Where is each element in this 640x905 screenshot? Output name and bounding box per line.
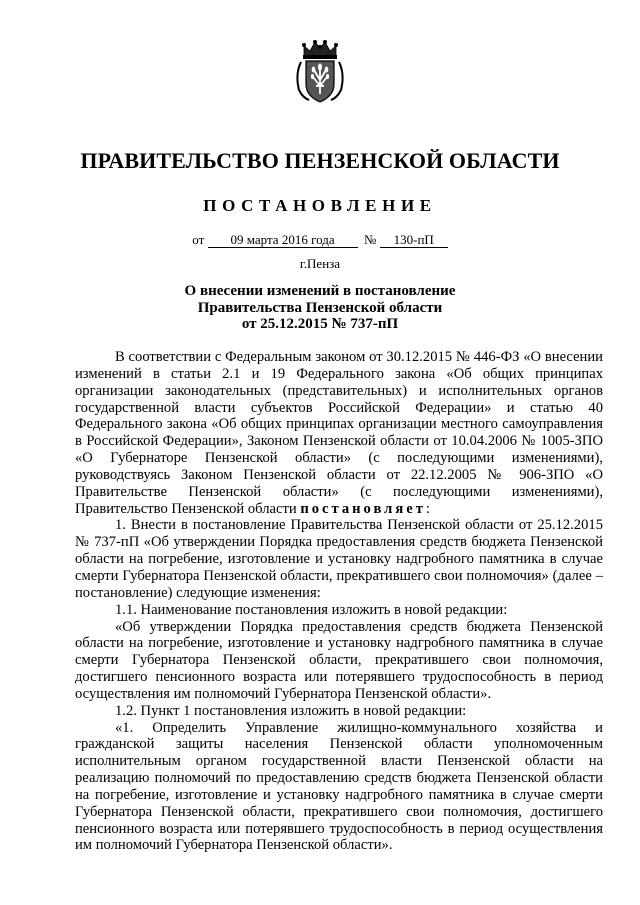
number-prefix: № [364,232,377,247]
title-line-3: от 25.12.2015 № 737-пП [241,316,399,332]
decrees-word: постановляет [300,500,426,517]
document-body [75,349,603,854]
date-prefix: от [192,232,205,247]
document-date: 09 марта 2016 года [208,233,358,248]
preamble-paragraph [75,349,603,517]
government-name: ПРАВИТЕЛЬСТВО ПЕНЗЕНСКОЙ ОБЛАСТИ [80,148,560,173]
title-line-1: О внесении изменений в постановление [184,283,456,299]
penza-coat-of-arms-icon [295,40,345,106]
paragraph-1-1-text: «Об утверждении Порядка предоставления средств бюджета Пензенской области на погребение, изготовление и установку надгробного памятника в случае смерти Губернатора Пензенской области, прекратившего свои полномочия, достигшего пенсионного возраста или потерявшего трудоспособность в период осуществления им полномочий Губернатора Пензенской области». [75,618,603,702]
paragraph-1-2-text: «1. Определить Управление жилищно-коммунального хозяйства и гражданской защиты населения Пензенской области уполномоченным исполнительным органом государственной власти Пензенской области на реализацию полномочий по предоставлению средств бюджета Пензенской области на погребение, изготовление и установку надгробного памятника в случае смерти Губернатора Пензенской области, прекратившего свои полномочия, достигшего пенсионного возраста или потерявшего трудоспособность в период осуществления им полномочий Губернатора Пензенской области». [75,719,603,854]
title-line-2: Правительства Пензенской области [197,299,443,316]
document-number: 130-пП [380,233,448,248]
paragraph-1: 1. Внести в постановление Правительства Пензенской области от 25.12.2015 № 737-пП «Об утверждении Порядка предоставления средств бюджета Пензенской области на погребение, изготовление и установку надгробного памятника в случае смерти Губернатора Пензенской области, прекратившего свои полномочия» (далее – постановление) следующие изменения: [75,517,603,601]
preamble-text: В соответствии с Федеральным законом от 30.12.2015 № 446-ФЗ «О внесении изменений в статьи 2.1 и 19 Федерального закона «Об общих принципах организации законодательных (представительных) и исполнительных органов государственной власти субъектов Российской Федерации» и статью 40 Федерального закона «Об общих принципах организации местного самоуправления в Российской Федерации», Законом Пензенской области от 10.04.2006 № 1005-ЗПО «О Губернаторе Пензенской области» (с последующими изменениями), руководствуясь Законом Пензенской области от 22.12.2005 № 906-ЗПО «О Правительстве Пензенской области» (с последующими изменениями), Правительство Пензенской области [75,349,603,517]
paragraph-1-1: 1.1. Наименование постановления изложить в новой редакции: [115,601,508,618]
city: г.Пенза [299,256,341,271]
document-title [0,283,640,333]
decrees-colon: : [425,500,430,517]
document-type: ПОСТАНОВЛЕНИЕ [203,196,437,215]
paragraph-1-2: 1.2. Пункт 1 постановления изложить в новой редакции: [115,702,467,719]
date-number-line [0,232,640,248]
